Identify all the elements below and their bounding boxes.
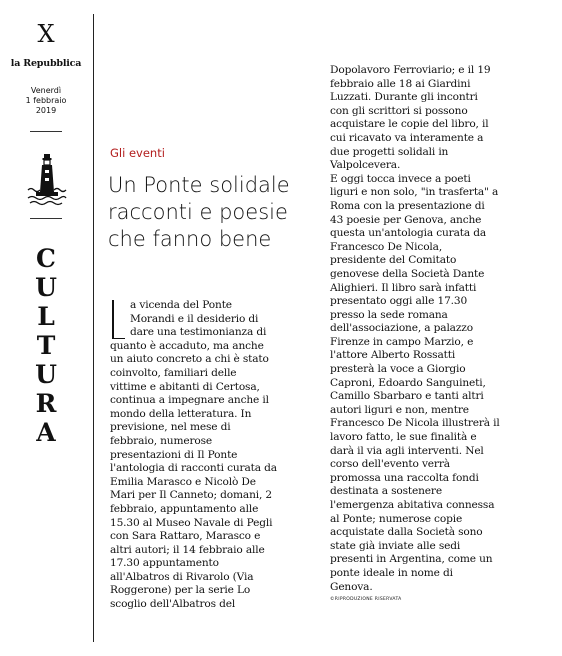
date-day-month: 1 febbraio <box>25 96 67 105</box>
copyright-notice: ©RIPRODUZIONE RISERVATA <box>330 597 402 603</box>
body-column-2 <box>330 64 522 602</box>
body-line: acquistare le copie del libro, il <box>330 118 489 131</box>
body-line: promossa una raccolta fondi <box>330 471 479 484</box>
section-label <box>0 244 92 447</box>
body-line: con Sara Rattaro, Marasco e <box>110 530 261 543</box>
body-line: presso la sede romana <box>330 308 448 321</box>
divider <box>30 218 62 219</box>
body-line: lavoro fatto, le sue finalità e <box>330 431 477 444</box>
sidebar <box>0 0 92 656</box>
article-kicker: Gli eventi <box>110 146 165 160</box>
body-line: Francesco De Nicola illustrerà il <box>330 417 500 430</box>
body-column-1 <box>110 299 300 612</box>
body-line: Emilia Marasco e Nicolò De <box>110 475 256 488</box>
masthead-logo: la Repubblica <box>10 58 82 69</box>
body-line: destinata a sostenere <box>330 485 442 498</box>
divider <box>30 131 62 132</box>
body-line: autori liguri e non, mentre <box>330 403 469 416</box>
body-line: dare una testimonianza di <box>130 326 267 339</box>
body-line: Dopolavoro Ferroviario; e il 19 <box>330 64 491 76</box>
lighthouse-icon <box>26 152 68 206</box>
headline-line: racconti e poesie <box>108 200 288 224</box>
section-letter: T <box>36 331 56 360</box>
body-line: presentazioni di Il Ponte <box>110 448 238 461</box>
body-line: Luzzati. Durante gli incontri <box>330 91 478 104</box>
body-line: corso dell'evento verrà <box>330 458 450 471</box>
body-line: Roma con la presentazione di <box>330 199 485 212</box>
body-line: l'emergenza abitativa connessa <box>330 499 495 511</box>
drop-cap-l <box>110 297 126 341</box>
headline-line: che fanno bene <box>108 227 272 251</box>
body-line: Camillo Sbarbaro e tanti altri <box>330 390 484 403</box>
body-line: un aiuto concreto a chi è stato <box>110 353 269 366</box>
body-line: continua a impegnare anche il <box>110 394 269 407</box>
body-line: Mari per Il Canneto; domani, 2 <box>110 489 273 502</box>
body-line: cui ricavato va interamente a <box>330 131 484 144</box>
body-line: l'attore Alberto Rossatti <box>330 349 456 362</box>
body-line: due progetti solidali in <box>330 145 449 158</box>
body-line: Caproni, Edoardo Sanguineti, <box>330 376 486 389</box>
body-line: con gli scrittori si possono <box>330 104 468 117</box>
headline-line: Un Ponte solidale <box>108 173 290 197</box>
body-line: acquistate dalla Società sono <box>330 526 483 539</box>
section-letter: U <box>35 273 57 302</box>
body-line: presentato oggi alle 17.30 <box>330 295 468 308</box>
body-line: scoglio dell'Albatros del <box>110 598 236 611</box>
body-line: genovese della Società Dante <box>330 267 485 280</box>
body-line: mondo della letteratura. In <box>110 407 252 420</box>
body-line: state già inviate alle sedi <box>330 539 461 552</box>
body-line: l'antologia di racconti curata da <box>110 462 277 475</box>
body-line: 43 poesie per Genova, anche <box>330 213 482 226</box>
body-line: all'Albatros di Rivarolo (Via <box>110 570 254 583</box>
section-letter: A <box>36 418 56 447</box>
body-line: Francesco De Nicola, <box>330 240 443 253</box>
body-line: presenti in Argentina, come un <box>330 553 493 566</box>
body-line: vittime e abitanti di Certosa, <box>110 380 260 393</box>
article-headline <box>108 172 308 253</box>
body-line: 15.30 al Museo Navale di Pegli <box>110 516 273 529</box>
section-letter: L <box>37 302 55 331</box>
body-line: presterà la voce a Giorgio <box>330 363 466 376</box>
date-year: 2019 <box>35 106 57 115</box>
body-line: febbraio alle 18 ai Giardini <box>330 77 471 90</box>
body-line: darà il via agli interventi. Nel <box>330 444 484 457</box>
body-line: Valpolcevera. <box>330 159 401 172</box>
body-line: Genova. <box>330 580 373 593</box>
body-line: coinvolto, familiari delle <box>110 366 237 379</box>
body-line: dell'associazione, a palazzo <box>330 322 473 335</box>
section-letter: C <box>36 244 56 273</box>
column-rule <box>93 14 94 642</box>
section-letter: R <box>35 389 57 418</box>
body-line: E oggi tocca invece a poeti <box>330 172 471 185</box>
page-number: X <box>37 20 55 48</box>
body-line: questa un'antologia curata da <box>330 227 487 240</box>
body-line: quanto è accaduto, ma anche <box>110 339 264 352</box>
body-line: presidente del Comitato <box>330 254 457 267</box>
dateline <box>0 86 92 116</box>
body-line: 17.30 appuntamento <box>110 557 219 570</box>
body-line: febbraio, numerose <box>110 434 213 447</box>
body-line: febbraio, appuntamento alle <box>110 502 259 515</box>
body-line: ponte ideale in nome di <box>330 566 453 579</box>
body-line: previsione, nel mese di <box>110 421 231 434</box>
body-line: Morandi e il desiderio di <box>130 312 259 325</box>
body-line: al Ponte; numerose copie <box>330 512 463 525</box>
body-line: Alighieri. Il libro sarà infatti <box>330 281 477 294</box>
body-line: Firenze in campo Marzio, e <box>330 335 474 348</box>
body-line: liguri e non solo, "in trasferta" a <box>330 186 499 199</box>
body-line: altri autori; il 14 febbraio alle <box>110 543 265 556</box>
date-weekday: Venerdì <box>30 86 62 95</box>
body-line: Roggerone) per la serie Lo <box>110 584 251 597</box>
section-letter: U <box>35 360 57 389</box>
body-line: a vicenda del Ponte <box>130 299 232 311</box>
